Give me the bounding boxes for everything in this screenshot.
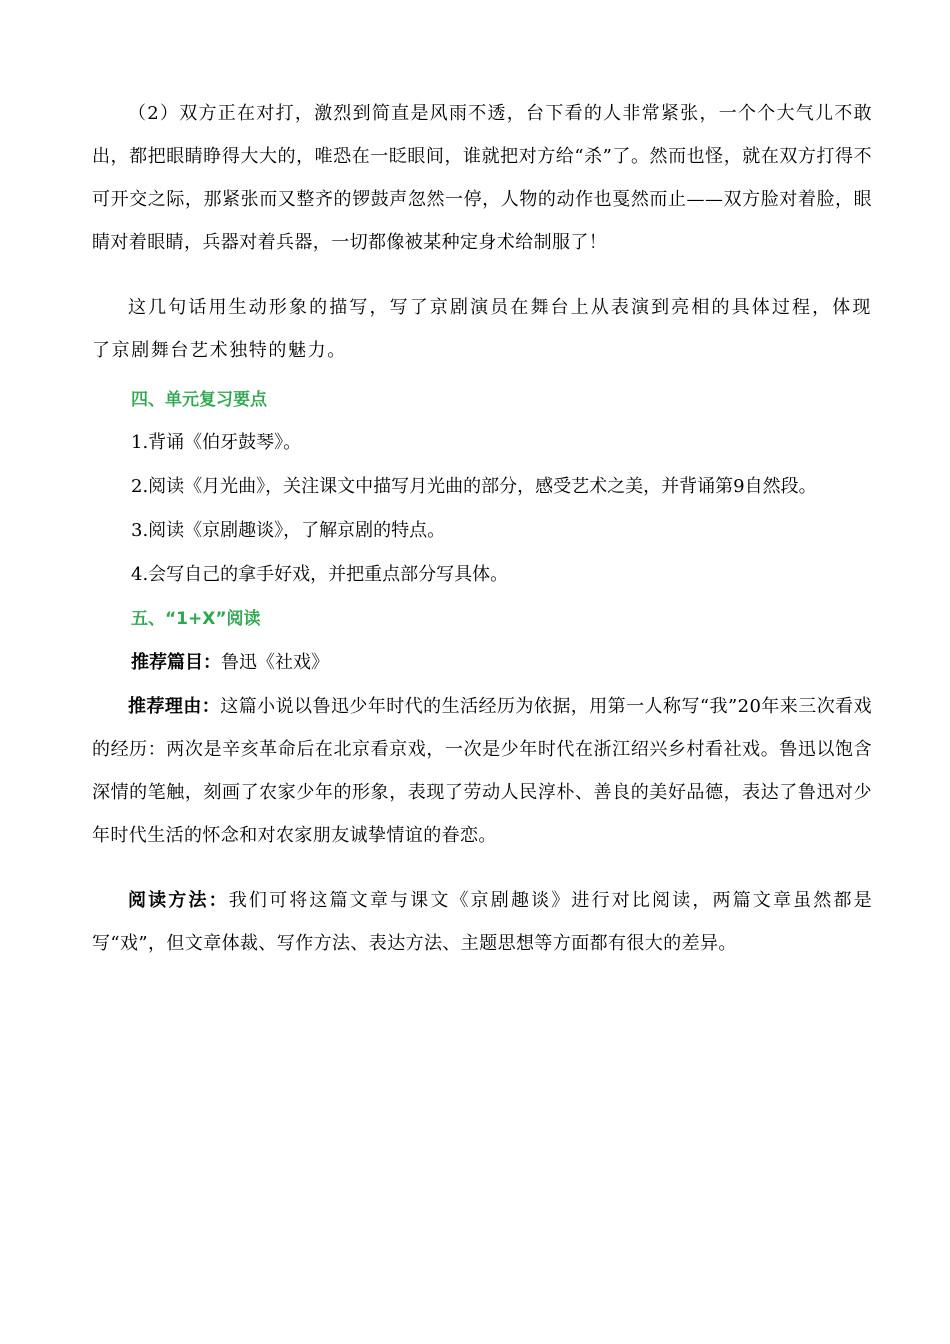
review-item-4: 4.会写自己的拿手好戏，并把重点部分写具体。 bbox=[131, 564, 509, 585]
passage-2: （2）双方正在对打，激烈到简直是风雨不透，台下看的人非常紧张，一个个大气儿不敢出，都把眼睛睁得大大的，唯恐在一眨眼间，谁就把对方给“杀”了。然而也怪，就在双方打得不可开交之际，那紧张而又整齐的锣鼓声忽然一停，人物的动作也戛然而止——双方脸对着脸，眼睛对着眼睛，兵器对着兵器，一切都像被某种定身术给制服了！ bbox=[92, 103, 872, 253]
recommended-reason-value: 这篇小说以鲁迅少年时代的生活经历为依据，用第一人称写“我”20年来三次看戏的经历：两次是辛亥革命后在北京看京戏，一次是少年时代在浙江绍兴乡村看社戏。鲁迅以饱含深情的笔触，刻画了农家少年的形象，表现了劳动人民淳朴、善良的美好品德，表达了鲁迅对少年时代生活的怀念和对农家朋友诚挚情谊的眷恋。 bbox=[92, 696, 873, 846]
review-item-2: 2.阅读《月光曲》，关注课文中描写月光曲的部分，感受艺术之美，并背诵第9自然段。 bbox=[131, 476, 817, 497]
passage-comment: 这几句话用生动形象的描写，写了京剧演员在舞台上从表演到亮相的具体过程，体现了京剧舞台艺术独特的魅力。 bbox=[92, 297, 872, 361]
recommended-reason-label: 推荐理由： bbox=[128, 696, 221, 717]
review-item-1: 1.背诵《伯牙鼓琴》。 bbox=[131, 432, 302, 453]
recommended-title bbox=[131, 649, 921, 677]
review-item-3: 3.阅读《京剧趣谈》，了解京剧的特点。 bbox=[131, 520, 446, 541]
recommended-reason bbox=[92, 685, 872, 857]
reading-method bbox=[92, 879, 872, 965]
reading-method-label: 阅读方法： bbox=[128, 890, 229, 911]
recommended-title-value: 鲁迅《社戏》 bbox=[221, 652, 329, 673]
reading-method-value: 我们可将这篇文章与课文《京剧趣谈》进行对比阅读，两篇文章虽然都是写“戏”，但文章体裁、写作方法、表达方法、主题思想等方面都有很大的差异。 bbox=[92, 890, 873, 954]
section-4-heading: 四、单元复习要点 bbox=[131, 390, 267, 410]
recommended-title-label: 推荐篇目： bbox=[131, 652, 221, 673]
section-5-heading: 五、“1+X”阅读 bbox=[131, 609, 261, 629]
